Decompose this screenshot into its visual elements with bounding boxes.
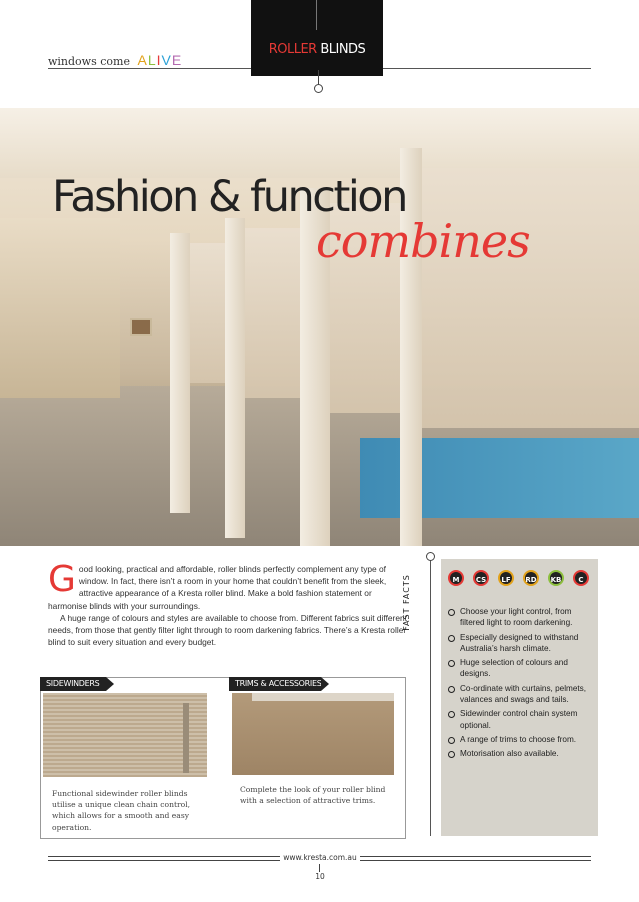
hero-wall-picture xyxy=(130,318,152,336)
footer-pin-line xyxy=(319,864,320,872)
headline: Fashion & function xyxy=(52,172,406,222)
tab-pin-ring-icon xyxy=(314,84,323,93)
badge-rd-icon: RD xyxy=(523,570,539,586)
trims-caption: Complete the look of your roller blind with a selection of attractive trims. xyxy=(240,785,386,806)
fact-item: A range of trims to choose from. xyxy=(448,734,596,745)
fast-facts-label xyxy=(401,560,430,650)
brand-tagline xyxy=(48,52,182,68)
fast-facts-rule xyxy=(430,560,431,836)
fact-item: Motorisation also available. xyxy=(448,748,596,759)
alive-letter: V xyxy=(161,52,172,68)
section-title-word2: BLINDS xyxy=(320,42,366,57)
brand-prefix: windows come xyxy=(48,55,130,68)
product-badges xyxy=(446,570,596,588)
tab-pin-line xyxy=(316,0,317,30)
alive-letter: I xyxy=(156,52,162,68)
hero-column xyxy=(170,233,190,513)
section-title-word1: ROLLER xyxy=(268,42,317,57)
fact-item: Co-ordinate with curtains, pelmets, valances and swags and tails. xyxy=(448,683,596,706)
badge-cs-icon: CS xyxy=(473,570,489,586)
badge-lf-icon: LF xyxy=(498,570,514,586)
sidewinder-caption: Functional sidewinder roller blinds utilise a unique clean chain control, which allows for a smooth and easy operation. xyxy=(52,789,191,832)
intro-paragraph: A huge range of colours and styles are available to choose from. Different fabrics suit different needs, from those that gently filter light through to room darkening fabrics. There’s a Kresta roller blind to suit every situation and every budget. xyxy=(48,612,407,648)
hero-back-wall xyxy=(0,218,120,398)
alive-wordmark xyxy=(137,52,182,68)
badge-c-icon: C xyxy=(573,570,589,586)
fast-facts-label-text: FAST FACTS xyxy=(401,574,411,631)
badge-kb-icon: KB xyxy=(548,570,564,586)
fact-item: Choose your light control, from filtered light to room darkening. xyxy=(448,606,596,629)
chain-control xyxy=(183,703,189,773)
fact-item: Huge selection of colours and designs. xyxy=(448,657,596,680)
alive-letter: L xyxy=(147,52,157,68)
hero-blind xyxy=(420,168,639,428)
fact-item: Sidewinder control chain system optional. xyxy=(448,708,596,731)
tab-trims-accessories: TRIMS & ACCESSORIES xyxy=(229,677,321,691)
section-tab xyxy=(251,0,383,76)
headline-accent: combines xyxy=(316,214,530,268)
blind-roller xyxy=(252,693,394,701)
hero-column xyxy=(225,218,245,538)
intro-paragraph xyxy=(48,559,408,612)
intro-paragraph-text: ood looking, practical and affordable, roller blinds perfectly complement any type of window. In fact, there isn’t a room in your home that couldn’t benefit from the sleek, attractive appearance of a Kresta roller blind. Make a bold fashion statement or harmonise blinds with your surroundings. xyxy=(48,564,387,611)
alive-letter: E xyxy=(171,52,183,68)
footer-url-link[interactable]: www.kresta.com.au xyxy=(280,853,360,862)
alive-letter: A xyxy=(137,52,148,68)
tab-sidewinders: SIDEWINDERS xyxy=(40,677,106,691)
badge-m-icon: M xyxy=(448,570,464,586)
page-number: 10 xyxy=(315,872,325,881)
trims-photo xyxy=(232,693,394,775)
drop-cap: G xyxy=(48,559,76,600)
hero-blind xyxy=(245,228,300,398)
hero-blind xyxy=(190,243,225,383)
section-title xyxy=(251,42,383,57)
fast-facts-list xyxy=(448,606,596,763)
fact-item: Especially designed to withstand Australia’s harsh climate. xyxy=(448,632,596,655)
sidewinder-photo xyxy=(43,693,207,777)
intro-text xyxy=(48,559,408,648)
